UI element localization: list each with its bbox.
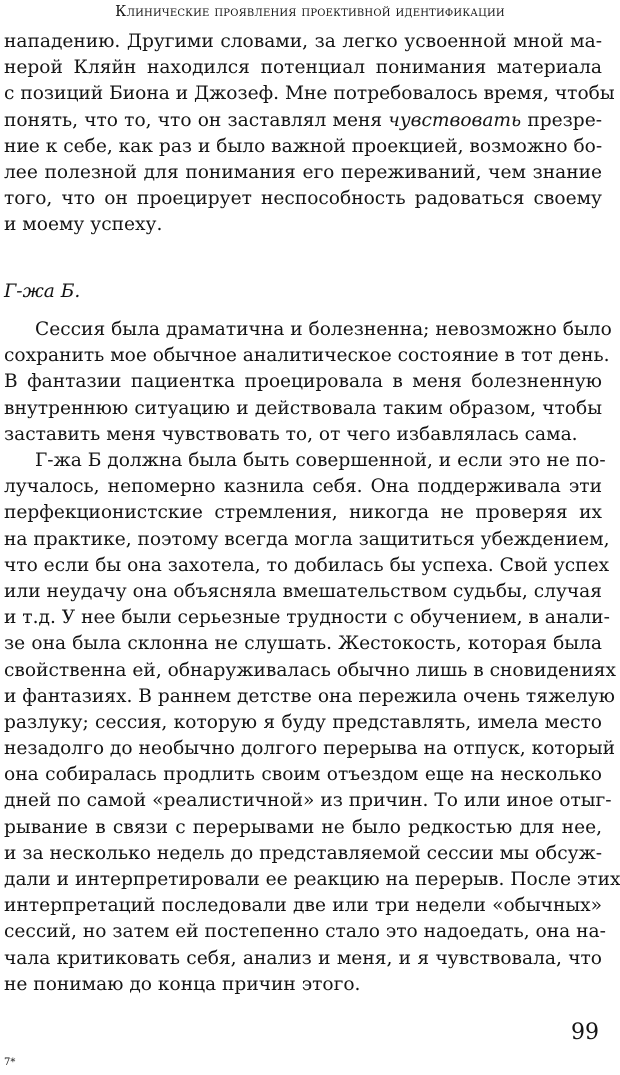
text-line: заставить меня чувствовать то, от чего избавлялась сама. [4, 423, 578, 445]
text-line: на практике, поэтому всегда могла защититься убеждением, [4, 528, 610, 550]
text-line: дали и интерпретировали ее реакцию на перерыв. После этих [4, 869, 620, 890]
paragraph-session [4, 317, 612, 448]
text-line-end: презре- [521, 109, 603, 131]
text-line: и моему успеху. [4, 214, 163, 236]
text-line: нерой Кляйн находился потенциал понимания материала [4, 57, 602, 79]
text-line: и фантазиях. В раннем детстве она пережила очень тяжелую [4, 685, 615, 707]
text-line: лее полезной для понимания его переживаний, чем знание [4, 161, 602, 183]
signature-mark: 7* [4, 1057, 16, 1068]
text-line: чала критиковать себя, анализ и меня, и я чувствовала, что [4, 947, 602, 969]
text-line: сохранить мое обычное аналитическое состояние в тот день. [4, 345, 610, 367]
text-line: того, что он проецирует неспособность радоваться своему [4, 188, 602, 210]
text-line: лучалось, непомерно казнила себя. Она поддерживала эти [4, 476, 602, 498]
section-heading: Г-жа Б. [4, 281, 81, 302]
text-line: нападению. Другими словами, за легко усвоенной мной ма- [4, 31, 602, 52]
text-line: Г-жа Б должна была быть совершенной, и если это не по- [35, 450, 606, 471]
text-line: незадолго до необычно долгого перерыва на отпуск, который [4, 738, 616, 760]
text-line: и т.д. У нее были серьезные трудности с обучением, в анали- [4, 607, 610, 629]
paragraph-patient [4, 448, 620, 998]
text-line: она собиралась продлить своим отъездом еще на несколько [4, 764, 602, 786]
text-line: и за несколько недель до представляемой сессии мы обсуж- [4, 842, 602, 864]
text-line: В фантазии пациентка проецировала в меня болезненную [4, 371, 602, 393]
text-line-rest: к себе, как раз и было важной проекцией, возможно бо- [45, 135, 603, 157]
text-line-start: ние [4, 135, 40, 157]
text-line [4, 134, 602, 160]
text-line: разлуку; сессия, которую я буду представлять, имела место [4, 711, 602, 733]
text-line: интерпретаций последовали две или три недели «обычных» [4, 895, 602, 917]
page-number: 99 [571, 1020, 599, 1045]
text-line: свойственна ей, обнаруживалась обычно лишь в сновидениях [4, 659, 616, 681]
text-line [4, 108, 602, 134]
text-line: с позиций Биона и Джозеф. Мне потребовалось время, чтобы [4, 83, 615, 105]
text-line: сессий, но затем ей постепенно стало это надоедать, она на- [4, 921, 606, 943]
running-head: Клинические проявления проективной идентификации [115, 4, 505, 20]
text-line: что если бы она захотела, то добилась бы успеха. Свой успех [4, 554, 610, 576]
text-line: не понимаю до конца причин этого. [4, 973, 361, 995]
text-line: или неудачу она объясняла вмешательством судьбы, случая [4, 580, 602, 602]
emphasis-word: чувствовать [388, 109, 522, 131]
text-line: зе она была склонна не слушать. Жестокость, которая была [4, 633, 602, 655]
text-line: перфекционистские стремления, никогда не проверяя их [4, 502, 602, 524]
text-line: внутреннюю ситуацию и действовала таким образом, чтобы [4, 397, 602, 419]
text-line: дней по самой «реалистичной» из причин. То или иное отыг- [4, 790, 612, 812]
text-line-start: понять, что то, что он заставлял меня [4, 109, 389, 131]
text-line: Сессия была драматична и болезненна; невозможно было [35, 319, 612, 340]
text-line: рывание в связи с перерывами не было редкостью для нее, [4, 816, 602, 838]
paragraph-continued [4, 29, 615, 239]
